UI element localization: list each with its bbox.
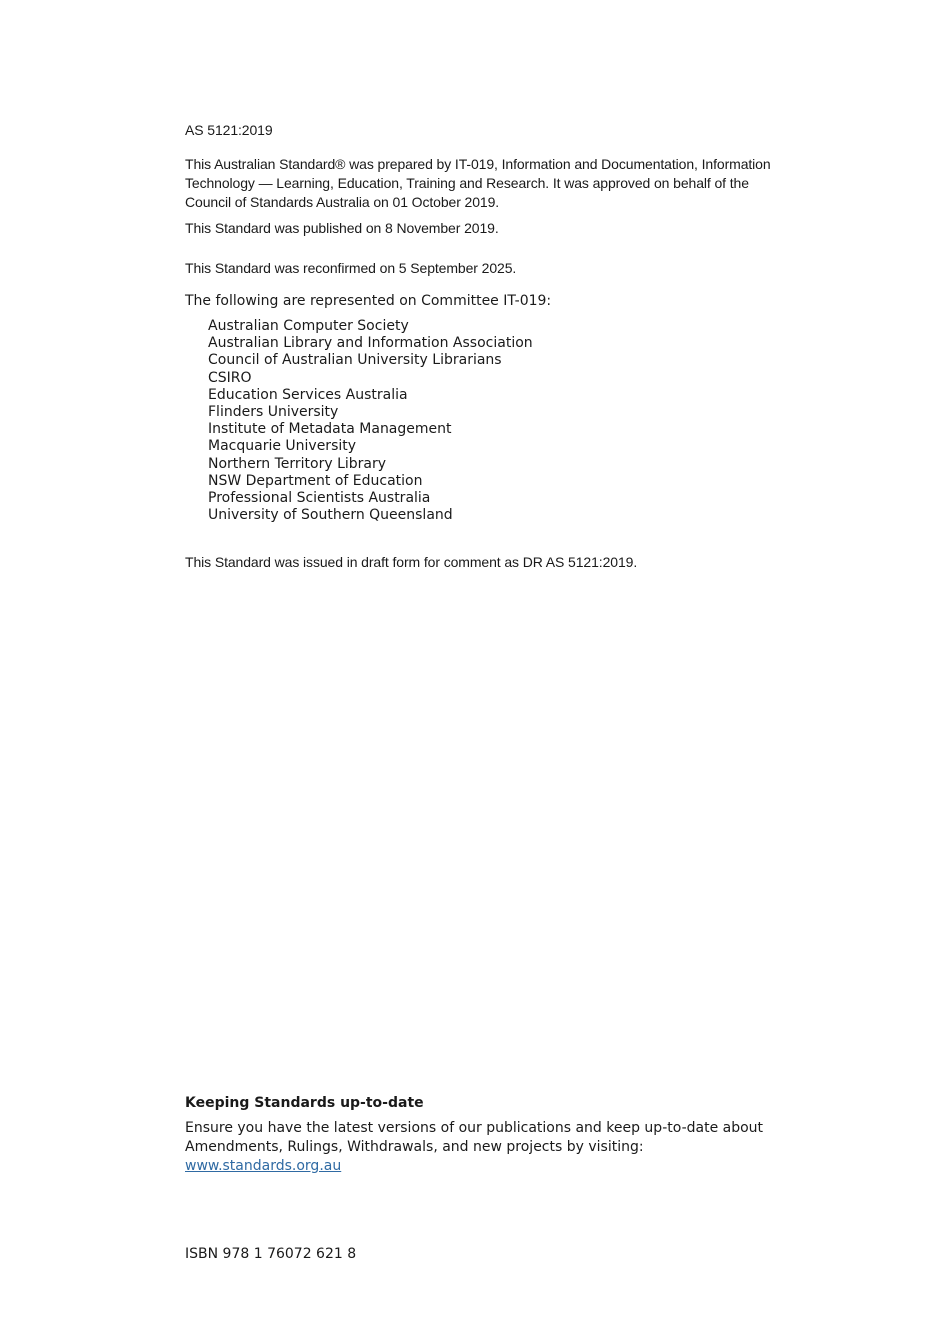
reconfirmed-statement: This Standard was reconfirmed on 5 September 2025. — [185, 260, 517, 276]
committee-member: Macquarie University — [208, 438, 357, 455]
committee-member: Education Services Australia — [208, 386, 408, 403]
committee-member: Northern Territory Library — [208, 455, 387, 472]
standards-website-link[interactable]: www.standards.org.au — [185, 1158, 342, 1174]
preparation-paragraph: This Australian Standard® was prepared by IT-019, Information and Documentation, Information Technology — Learning, Education, Training and Research. It was approved on behalf of the Council of Standards Australia on 01 October 2019. — [185, 156, 771, 210]
committee-member: University of Southern Queensland — [208, 507, 453, 524]
isbn-number: ISBN 978 1 76072 621 8 — [185, 1246, 357, 1262]
published-statement: This Standard was published on 8 November 2019. — [185, 220, 499, 236]
committee-member: Council of Australian University Librarians — [208, 352, 502, 369]
committee-member: NSW Department of Education — [208, 472, 423, 489]
committee-member: Australian Computer Society — [208, 318, 409, 334]
committee-member-list — [208, 318, 533, 524]
committee-member: Australian Library and Information Association — [208, 335, 533, 352]
committee-intro: The following are represented on Committee IT-019: — [185, 293, 552, 309]
committee-member: Institute of Metadata Management — [208, 421, 452, 438]
committee-member: Professional Scientists Australia — [208, 490, 431, 507]
committee-member: Flinders University — [208, 404, 339, 421]
keeping-up-to-date-body: Ensure you have the latest versions of our publications and keep up-to-date about Amendments, Rulings, Withdrawals, and new projects by visiting: — [185, 1120, 764, 1155]
document-id: AS 5121:2019 — [185, 122, 273, 138]
draft-statement: This Standard was issued in draft form for comment as DR AS 5121:2019. — [185, 554, 638, 570]
committee-member: CSIRO — [208, 369, 252, 386]
keeping-up-to-date-heading: Keeping Standards up-to-date — [185, 1095, 424, 1111]
keeping-up-to-date-text — [185, 1119, 785, 1176]
